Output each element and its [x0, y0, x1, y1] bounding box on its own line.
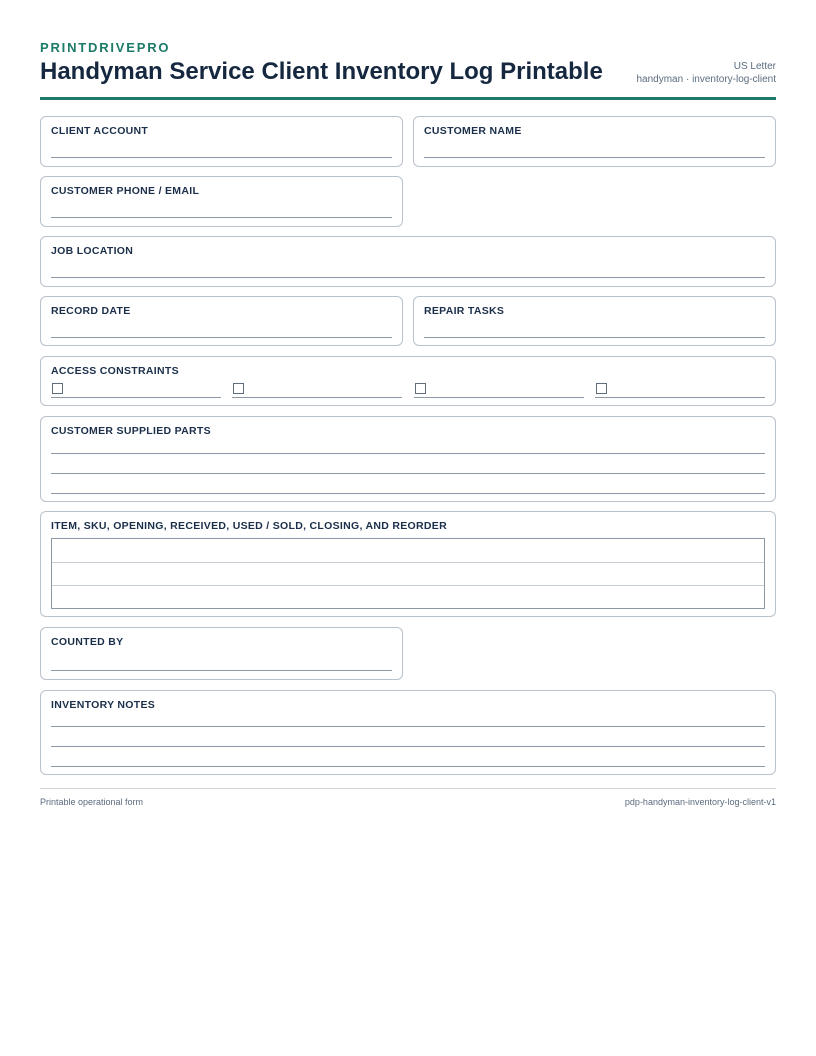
brand-name: PRINTDRIVEPRO — [40, 40, 171, 55]
item-table-label: ITEM, SKU, OPENING, RECEIVED, USED / SOLD, CLOSING, AND REORDER — [51, 520, 447, 532]
counted-by-input[interactable] — [51, 670, 392, 671]
inventory-notes-field — [40, 690, 776, 775]
parts-line[interactable] — [51, 493, 765, 494]
form-slug: handyman · inventory-log-client — [636, 74, 776, 85]
item-table-section — [40, 511, 776, 617]
record-date-field — [40, 296, 403, 346]
customer-contact-label: CUSTOMER PHONE / EMAIL — [51, 185, 200, 197]
access-constraint-checkbox[interactable] — [596, 383, 607, 394]
access-constraint-checkbox[interactable] — [233, 383, 244, 394]
job-location-input[interactable] — [51, 277, 765, 278]
client-account-field — [40, 116, 403, 167]
access-constraint-line[interactable] — [51, 397, 221, 398]
client-account-label: CLIENT ACCOUNT — [51, 125, 149, 137]
counted-by-field — [40, 627, 403, 680]
customer-name-label: CUSTOMER NAME — [424, 125, 522, 137]
customer-supplied-parts-field — [40, 416, 776, 502]
counted-by-label: COUNTED BY — [51, 636, 124, 648]
notes-line[interactable] — [51, 726, 765, 727]
footer-form-id: pdp-handyman-inventory-log-client-v1 — [624, 797, 776, 807]
record-date-label: RECORD DATE — [51, 305, 131, 317]
customer-supplied-parts-label: CUSTOMER SUPPLIED PARTS — [51, 425, 211, 437]
repair-tasks-input[interactable] — [424, 337, 765, 338]
customer-name-field — [413, 116, 776, 167]
page-title: Handyman Service Client Inventory Log Printable — [40, 58, 603, 85]
item-table — [51, 538, 765, 609]
customer-contact-field — [40, 176, 403, 227]
footer-description: Printable operational form — [40, 797, 144, 807]
parts-line[interactable] — [51, 453, 765, 454]
access-constraints-field — [40, 356, 776, 406]
customer-contact-input[interactable] — [51, 217, 392, 218]
inventory-notes-label: INVENTORY NOTES — [51, 699, 156, 711]
job-location-label: JOB LOCATION — [51, 245, 134, 257]
repair-tasks-label: REPAIR TASKS — [424, 305, 505, 317]
page-meta — [636, 60, 776, 86]
job-location-field — [40, 236, 776, 287]
parts-line[interactable] — [51, 473, 765, 474]
access-constraint-line[interactable] — [232, 397, 402, 398]
table-row-divider — [52, 562, 764, 563]
notes-line[interactable] — [51, 766, 765, 767]
access-constraint-line[interactable] — [595, 397, 765, 398]
access-constraint-checkbox[interactable] — [415, 383, 426, 394]
notes-line[interactable] — [51, 746, 765, 747]
table-row-divider — [52, 585, 764, 586]
access-constraints-label: ACCESS CONSTRAINTS — [51, 365, 179, 377]
client-account-input[interactable] — [51, 157, 392, 158]
repair-tasks-field — [413, 296, 776, 346]
access-constraint-checkbox[interactable] — [52, 383, 63, 394]
customer-name-input[interactable] — [424, 157, 765, 158]
header-rule — [40, 97, 776, 100]
access-constraint-line[interactable] — [414, 397, 584, 398]
footer-rule — [40, 788, 776, 789]
record-date-input[interactable] — [51, 337, 392, 338]
paper-size: US Letter — [733, 61, 776, 72]
